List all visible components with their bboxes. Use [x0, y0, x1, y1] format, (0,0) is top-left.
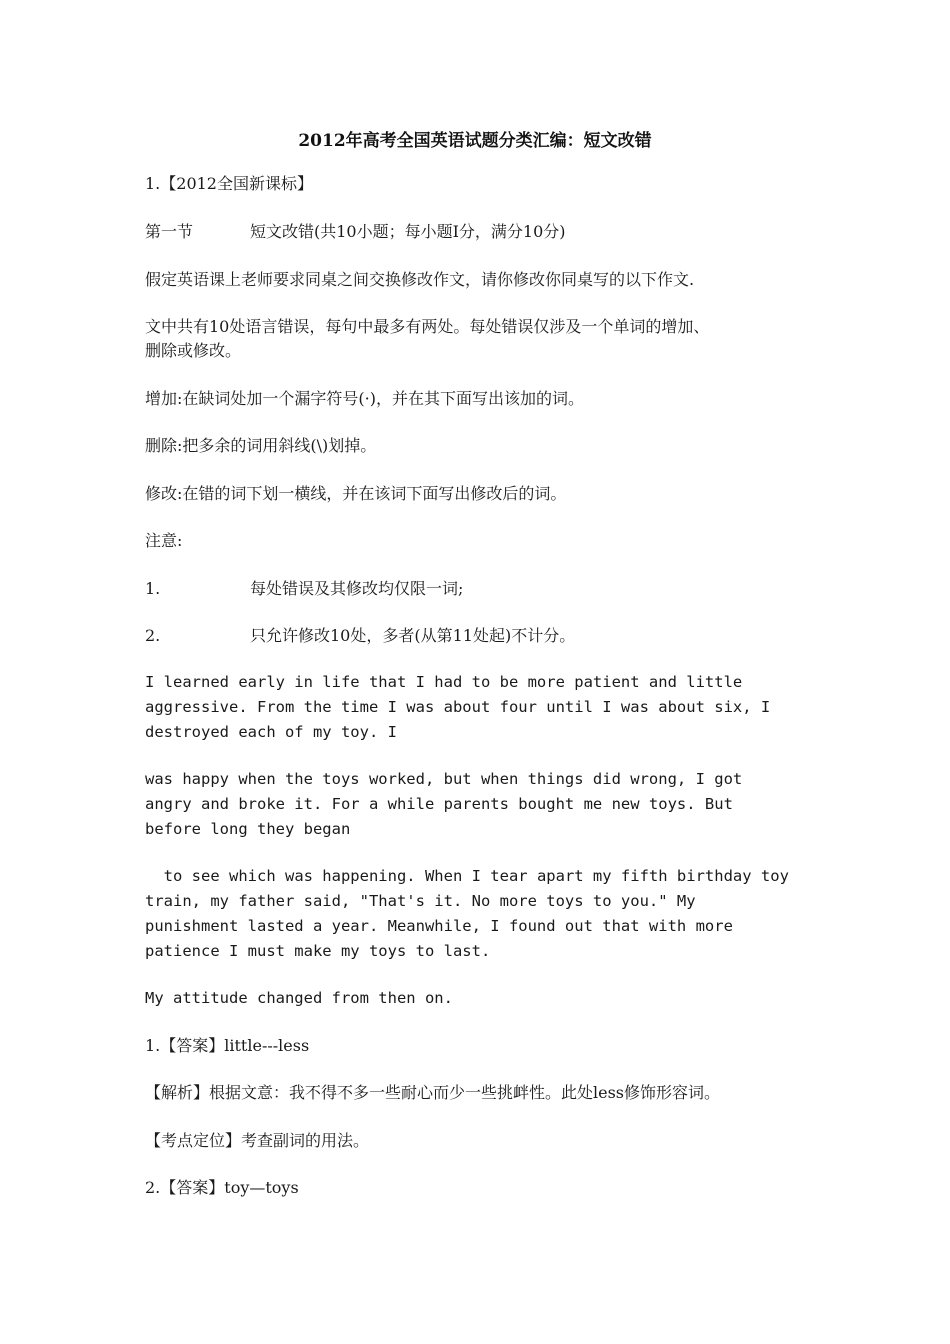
answer-1-analysis: 【解析】根据文意：我不得不多一些耐心而少一些挑衅性。此处less修饰形容词。	[145, 1083, 721, 1102]
essay-paragraph-4: My attitude changed from then on.	[145, 989, 453, 1007]
instruction-modify: 修改:在错的词下划一横线，并在该词下面写出修改后的词。	[145, 484, 567, 503]
answer-1-point: 【考点定位】考查副词的用法。	[145, 1131, 370, 1150]
source-label: 1.【2012全国新课标】	[145, 174, 313, 193]
section-label: 第一节	[145, 222, 194, 241]
essay-paragraph-1: I learned early in life that I had to be more patient and little aggressive. From the time I was about four until I was about six, I destroyed each of my toy. I	[145, 673, 771, 741]
essay-paragraph-2: was happy when the toys worked, but when things did wrong, I got angry and broke it. For a while parents bought me new toys. But before long they began	[145, 770, 743, 838]
note-2-text: 只允许修改10处，多者(从第11处起)不计分。	[250, 626, 576, 645]
answer-1: 1.【答案】little---less	[145, 1036, 310, 1055]
answer-2: 2.【答案】toy—toys	[145, 1178, 299, 1197]
essay-paragraph-3: to see which was happening. When I tear apart my fifth birthday toy train, my father said, "That's it. No more toys to you." My punishment lasted a year. Meanwhile, I found out that with more patience I must make my toys to last.	[145, 867, 789, 960]
page-title: 2012年高考全国英语试题分类汇编：短文改错	[298, 131, 652, 151]
section-description: 短文改错(共10小题；每小题I分，满分10分)	[250, 222, 566, 241]
instruction-exchange: 假定英语课上老师要求同桌之间交换修改作文，请你修改你同桌写的以下作文.	[145, 270, 695, 289]
instruction-errors-line2: 删除或修改。	[145, 341, 242, 360]
instruction-add: 增加:在缺词处加一个漏字符号(·)，并在其下面写出该加的词。	[145, 389, 584, 408]
note-1-text: 每处错误及其修改均仅限一词;	[250, 579, 464, 598]
instruction-delete: 删除:把多余的词用斜线(\)划掉。	[145, 436, 377, 455]
note-2-number: 2.	[145, 626, 161, 645]
instruction-errors-line1: 文中共有10处语言错误，每句中最多有两处。每处错误仅涉及一个单词的增加、	[145, 317, 710, 336]
note-1-number: 1.	[145, 579, 161, 598]
note-heading: 注意:	[145, 531, 183, 550]
